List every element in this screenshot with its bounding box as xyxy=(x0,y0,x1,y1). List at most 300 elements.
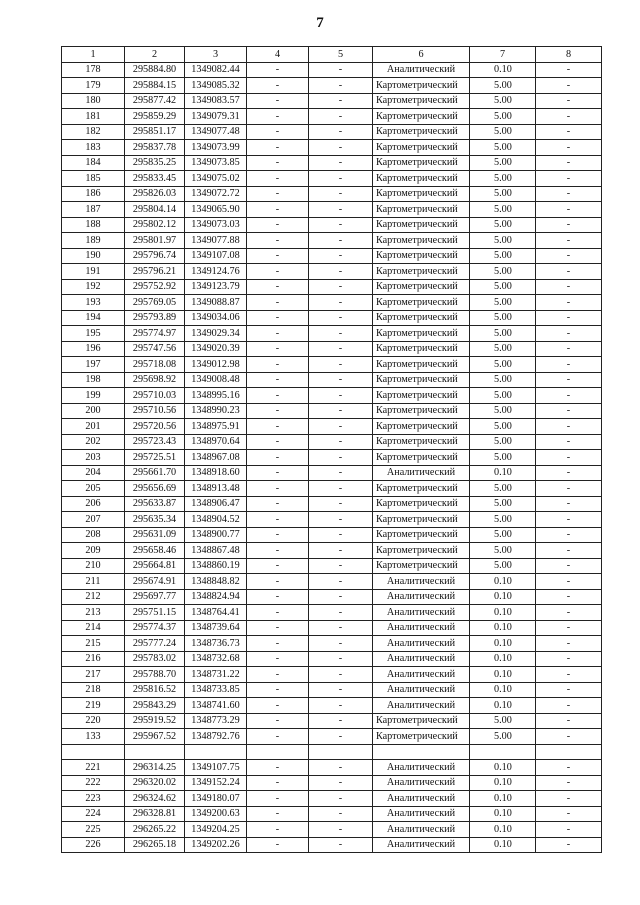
y-coordinate-cell: 1349079.31 xyxy=(185,109,247,125)
y-coordinate-cell: 1349020.39 xyxy=(185,341,247,357)
point-number-cell: 179 xyxy=(62,78,125,94)
accuracy-cell: 5.00 xyxy=(470,326,536,342)
col8-cell: - xyxy=(536,651,602,667)
x-coordinate-cell: 296328.81 xyxy=(125,806,185,822)
point-number-cell: 213 xyxy=(62,605,125,621)
point-number-cell: 199 xyxy=(62,388,125,404)
table-row xyxy=(62,279,602,295)
col8-cell: - xyxy=(536,62,602,78)
x-coordinate-cell: 295710.03 xyxy=(125,388,185,404)
col8-cell: - xyxy=(536,620,602,636)
point-number-cell: 188 xyxy=(62,217,125,233)
column-header: 8 xyxy=(536,47,602,63)
y-coordinate-cell: 1349034.06 xyxy=(185,310,247,326)
accuracy-cell: 5.00 xyxy=(470,527,536,543)
col4-cell: - xyxy=(247,341,309,357)
col8-cell: - xyxy=(536,806,602,822)
col5-cell: - xyxy=(309,357,373,373)
col5-cell: - xyxy=(309,760,373,776)
x-coordinate-cell: 295661.70 xyxy=(125,465,185,481)
page-number: 7 xyxy=(316,15,324,31)
y-coordinate-cell: 1348904.52 xyxy=(185,512,247,528)
col4-cell: - xyxy=(247,450,309,466)
col8-cell: - xyxy=(536,543,602,559)
table-row xyxy=(62,775,602,791)
x-coordinate-cell: 295725.51 xyxy=(125,450,185,466)
x-coordinate-cell: 295777.24 xyxy=(125,636,185,652)
col4-cell: - xyxy=(247,651,309,667)
method-cell: Картометрический xyxy=(373,558,470,574)
x-coordinate-cell: 295774.97 xyxy=(125,326,185,342)
method-cell: Картометрический xyxy=(373,248,470,264)
point-number-cell: 219 xyxy=(62,698,125,714)
y-coordinate-cell xyxy=(185,744,247,760)
y-coordinate-cell: 1349088.87 xyxy=(185,295,247,311)
table-row xyxy=(62,341,602,357)
accuracy-cell: 0.10 xyxy=(470,822,536,838)
x-coordinate-cell: 295631.09 xyxy=(125,527,185,543)
method-cell: Аналитический xyxy=(373,651,470,667)
x-coordinate-cell: 295783.02 xyxy=(125,651,185,667)
accuracy-cell: 0.10 xyxy=(470,837,536,853)
y-coordinate-cell: 1349124.76 xyxy=(185,264,247,280)
method-cell: Аналитический xyxy=(373,791,470,807)
point-number-cell: 198 xyxy=(62,372,125,388)
point-number-cell: 210 xyxy=(62,558,125,574)
table-row xyxy=(62,543,602,559)
col5-cell: - xyxy=(309,233,373,249)
point-number-cell: 200 xyxy=(62,403,125,419)
y-coordinate-cell: 1349077.48 xyxy=(185,124,247,140)
accuracy-cell: 0.10 xyxy=(470,698,536,714)
method-cell: Аналитический xyxy=(373,605,470,621)
accuracy-cell: 5.00 xyxy=(470,713,536,729)
point-number-cell: 221 xyxy=(62,760,125,776)
accuracy-cell: 5.00 xyxy=(470,310,536,326)
table-row xyxy=(62,450,602,466)
point-number-cell: 190 xyxy=(62,248,125,264)
x-coordinate-cell: 296265.22 xyxy=(125,822,185,838)
y-coordinate-cell: 1348792.76 xyxy=(185,729,247,745)
col8-cell: - xyxy=(536,109,602,125)
col8-cell: - xyxy=(536,186,602,202)
x-coordinate-cell: 295843.29 xyxy=(125,698,185,714)
col5-cell: - xyxy=(309,109,373,125)
y-coordinate-cell: 1348731.22 xyxy=(185,667,247,683)
method-cell: Аналитический xyxy=(373,760,470,776)
point-number-cell: 217 xyxy=(62,667,125,683)
table-row xyxy=(62,713,602,729)
accuracy-cell: 0.10 xyxy=(470,465,536,481)
table-row xyxy=(62,93,602,109)
col5-cell: - xyxy=(309,527,373,543)
col5-cell: - xyxy=(309,124,373,140)
col8-cell: - xyxy=(536,419,602,435)
col8-cell: - xyxy=(536,605,602,621)
column-header: 3 xyxy=(185,47,247,63)
method-cell: Картометрический xyxy=(373,124,470,140)
x-coordinate-cell: 295859.29 xyxy=(125,109,185,125)
table-row xyxy=(62,729,602,745)
col5-cell: - xyxy=(309,388,373,404)
table-row xyxy=(62,202,602,218)
y-coordinate-cell: 1349180.07 xyxy=(185,791,247,807)
col8-cell: - xyxy=(536,248,602,264)
x-coordinate-cell: 295804.14 xyxy=(125,202,185,218)
y-coordinate-cell: 1348773.29 xyxy=(185,713,247,729)
col5-cell: - xyxy=(309,481,373,497)
col5-cell: - xyxy=(309,806,373,822)
accuracy-cell: 5.00 xyxy=(470,248,536,264)
method-cell: Аналитический xyxy=(373,465,470,481)
method-cell: Картометрический xyxy=(373,186,470,202)
col4-cell: - xyxy=(247,465,309,481)
col4-cell: - xyxy=(247,140,309,156)
point-number-cell: 211 xyxy=(62,574,125,590)
col5-cell: - xyxy=(309,589,373,605)
col8-cell: - xyxy=(536,481,602,497)
method-cell: Картометрический xyxy=(373,93,470,109)
y-coordinate-cell: 1348918.60 xyxy=(185,465,247,481)
method-cell: Аналитический xyxy=(373,667,470,683)
point-number-cell: 185 xyxy=(62,171,125,187)
col5-cell: - xyxy=(309,248,373,264)
col4-cell: - xyxy=(247,403,309,419)
x-coordinate-cell: 295833.45 xyxy=(125,171,185,187)
method-cell: Картометрический xyxy=(373,155,470,171)
col5-cell: - xyxy=(309,372,373,388)
col4-cell: - xyxy=(247,310,309,326)
col8-cell: - xyxy=(536,78,602,94)
col4-cell: - xyxy=(247,760,309,776)
accuracy-cell: 5.00 xyxy=(470,729,536,745)
col5-cell: - xyxy=(309,822,373,838)
col4-cell: - xyxy=(247,791,309,807)
y-coordinate-cell: 1349202.26 xyxy=(185,837,247,853)
col4-cell: - xyxy=(247,775,309,791)
accuracy-cell: 5.00 xyxy=(470,341,536,357)
x-coordinate-cell: 295752.92 xyxy=(125,279,185,295)
point-number-cell: 218 xyxy=(62,682,125,698)
accuracy-cell: 0.10 xyxy=(470,760,536,776)
accuracy-cell: 0.10 xyxy=(470,636,536,652)
x-coordinate-cell: 295635.34 xyxy=(125,512,185,528)
x-coordinate-cell xyxy=(125,744,185,760)
col4-cell: - xyxy=(247,78,309,94)
accuracy-cell: 0.10 xyxy=(470,682,536,698)
col5-cell: - xyxy=(309,186,373,202)
y-coordinate-cell: 1349204.25 xyxy=(185,822,247,838)
col8-cell: - xyxy=(536,791,602,807)
col5-cell: - xyxy=(309,729,373,745)
col5-cell: - xyxy=(309,403,373,419)
col8-cell: - xyxy=(536,698,602,714)
table-row xyxy=(62,124,602,140)
point-number-cell: 192 xyxy=(62,279,125,295)
method-cell: Картометрический xyxy=(373,713,470,729)
col8-cell xyxy=(536,744,602,760)
table-row xyxy=(62,574,602,590)
y-coordinate-cell: 1348860.19 xyxy=(185,558,247,574)
y-coordinate-cell: 1349200.63 xyxy=(185,806,247,822)
point-number-cell: 207 xyxy=(62,512,125,528)
col5-cell: - xyxy=(309,558,373,574)
point-number-cell: 193 xyxy=(62,295,125,311)
col8-cell: - xyxy=(536,372,602,388)
table-row xyxy=(62,434,602,450)
table-row xyxy=(62,527,602,543)
col4-cell: - xyxy=(247,574,309,590)
x-coordinate-cell: 295919.52 xyxy=(125,713,185,729)
col5-cell xyxy=(309,744,373,760)
col4-cell: - xyxy=(247,295,309,311)
accuracy-cell: 5.00 xyxy=(470,233,536,249)
x-coordinate-cell: 295788.70 xyxy=(125,667,185,683)
table-row xyxy=(62,310,602,326)
col5-cell: - xyxy=(309,295,373,311)
x-coordinate-cell: 295710.56 xyxy=(125,403,185,419)
y-coordinate-cell: 1349012.98 xyxy=(185,357,247,373)
col8-cell: - xyxy=(536,434,602,450)
accuracy-cell: 5.00 xyxy=(470,140,536,156)
col5-cell: - xyxy=(309,574,373,590)
x-coordinate-cell: 296314.25 xyxy=(125,760,185,776)
method-cell: Аналитический xyxy=(373,620,470,636)
accuracy-cell: 0.10 xyxy=(470,806,536,822)
accuracy-cell: 5.00 xyxy=(470,512,536,528)
col8-cell: - xyxy=(536,496,602,512)
x-coordinate-cell: 295796.21 xyxy=(125,264,185,280)
col4-cell: - xyxy=(247,698,309,714)
col5-cell: - xyxy=(309,512,373,528)
col4-cell: - xyxy=(247,171,309,187)
column-header: 2 xyxy=(125,47,185,63)
y-coordinate-cell: 1349073.03 xyxy=(185,217,247,233)
point-number-cell: 205 xyxy=(62,481,125,497)
accuracy-cell xyxy=(470,744,536,760)
point-number-cell: 225 xyxy=(62,822,125,838)
x-coordinate-cell: 295816.52 xyxy=(125,682,185,698)
col5-cell: - xyxy=(309,713,373,729)
y-coordinate-cell: 1348732.68 xyxy=(185,651,247,667)
y-coordinate-cell: 1348995.16 xyxy=(185,388,247,404)
table-row xyxy=(62,682,602,698)
col8-cell: - xyxy=(536,682,602,698)
point-number-cell: 180 xyxy=(62,93,125,109)
accuracy-cell: 5.00 xyxy=(470,93,536,109)
point-number-cell: 189 xyxy=(62,233,125,249)
y-coordinate-cell: 1349152.24 xyxy=(185,775,247,791)
col5-cell: - xyxy=(309,419,373,435)
col4-cell: - xyxy=(247,93,309,109)
col8-cell: - xyxy=(536,527,602,543)
method-cell: Картометрический xyxy=(373,512,470,528)
col8-cell: - xyxy=(536,822,602,838)
col8-cell: - xyxy=(536,388,602,404)
accuracy-cell: 5.00 xyxy=(470,372,536,388)
accuracy-cell: 5.00 xyxy=(470,357,536,373)
table-row xyxy=(62,698,602,714)
accuracy-cell: 5.00 xyxy=(470,558,536,574)
y-coordinate-cell: 1349085.32 xyxy=(185,78,247,94)
y-coordinate-cell: 1349083.57 xyxy=(185,93,247,109)
y-coordinate-cell: 1349065.90 xyxy=(185,202,247,218)
col4-cell: - xyxy=(247,558,309,574)
col4-cell: - xyxy=(247,264,309,280)
table-row xyxy=(62,791,602,807)
col5-cell: - xyxy=(309,326,373,342)
accuracy-cell: 5.00 xyxy=(470,78,536,94)
accuracy-cell: 5.00 xyxy=(470,171,536,187)
col4-cell xyxy=(247,744,309,760)
point-number-cell xyxy=(62,744,125,760)
method-cell: Картометрический xyxy=(373,233,470,249)
col5-cell: - xyxy=(309,605,373,621)
x-coordinate-cell: 296265.18 xyxy=(125,837,185,853)
col5-cell: - xyxy=(309,667,373,683)
table-row xyxy=(62,109,602,125)
y-coordinate-cell: 1349073.85 xyxy=(185,155,247,171)
x-coordinate-cell: 295723.43 xyxy=(125,434,185,450)
col8-cell: - xyxy=(536,264,602,280)
table-row xyxy=(62,806,602,822)
col4-cell: - xyxy=(247,248,309,264)
accuracy-cell: 5.00 xyxy=(470,403,536,419)
point-number-cell: 195 xyxy=(62,326,125,342)
point-number-cell: 183 xyxy=(62,140,125,156)
y-coordinate-cell: 1348906.47 xyxy=(185,496,247,512)
y-coordinate-cell: 1348900.77 xyxy=(185,527,247,543)
col8-cell: - xyxy=(536,667,602,683)
col8-cell: - xyxy=(536,140,602,156)
method-cell: Картометрический xyxy=(373,450,470,466)
table-row xyxy=(62,481,602,497)
col8-cell: - xyxy=(536,589,602,605)
table-row xyxy=(62,217,602,233)
point-number-cell: 181 xyxy=(62,109,125,125)
col8-cell: - xyxy=(536,558,602,574)
col4-cell: - xyxy=(247,682,309,698)
x-coordinate-cell: 295884.80 xyxy=(125,62,185,78)
col5-cell: - xyxy=(309,140,373,156)
col4-cell: - xyxy=(247,62,309,78)
method-cell: Картометрический xyxy=(373,543,470,559)
method-cell: Картометрический xyxy=(373,310,470,326)
accuracy-cell: 5.00 xyxy=(470,186,536,202)
header-row xyxy=(62,47,602,63)
column-header: 7 xyxy=(470,47,536,63)
col8-cell: - xyxy=(536,233,602,249)
method-cell: Картометрический xyxy=(373,372,470,388)
col5-cell: - xyxy=(309,775,373,791)
col4-cell: - xyxy=(247,217,309,233)
x-coordinate-cell: 295658.46 xyxy=(125,543,185,559)
col4-cell: - xyxy=(247,124,309,140)
table-row xyxy=(62,326,602,342)
col8-cell: - xyxy=(536,155,602,171)
point-number-cell: 220 xyxy=(62,713,125,729)
x-coordinate-cell: 296324.62 xyxy=(125,791,185,807)
point-number-cell: 182 xyxy=(62,124,125,140)
table-row xyxy=(62,372,602,388)
table-row xyxy=(62,403,602,419)
method-cell: Картометрический xyxy=(373,434,470,450)
point-number-cell: 216 xyxy=(62,651,125,667)
col5-cell: - xyxy=(309,651,373,667)
col5-cell: - xyxy=(309,217,373,233)
col5-cell: - xyxy=(309,450,373,466)
accuracy-cell: 5.00 xyxy=(470,419,536,435)
method-cell: Картометрический xyxy=(373,481,470,497)
table-row xyxy=(62,78,602,94)
point-number-cell: 196 xyxy=(62,341,125,357)
method-cell: Картометрический xyxy=(373,527,470,543)
y-coordinate-cell: 1349008.48 xyxy=(185,372,247,388)
point-number-cell: 178 xyxy=(62,62,125,78)
x-coordinate-cell: 295698.92 xyxy=(125,372,185,388)
col5-cell: - xyxy=(309,202,373,218)
method-cell: Аналитический xyxy=(373,636,470,652)
point-number-cell: 191 xyxy=(62,264,125,280)
accuracy-cell: 0.10 xyxy=(470,605,536,621)
table-row xyxy=(62,620,602,636)
accuracy-cell: 5.00 xyxy=(470,124,536,140)
y-coordinate-cell: 1348824.94 xyxy=(185,589,247,605)
col5-cell: - xyxy=(309,279,373,295)
table-row xyxy=(62,295,602,311)
y-coordinate-cell: 1348741.60 xyxy=(185,698,247,714)
col8-cell: - xyxy=(536,171,602,187)
column-header: 5 xyxy=(309,47,373,63)
y-coordinate-cell: 1348967.08 xyxy=(185,450,247,466)
col5-cell: - xyxy=(309,171,373,187)
column-header: 1 xyxy=(62,47,125,63)
col8-cell: - xyxy=(536,574,602,590)
accuracy-cell: 5.00 xyxy=(470,295,536,311)
method-cell: Картометрический xyxy=(373,171,470,187)
accuracy-cell: 5.00 xyxy=(470,434,536,450)
y-coordinate-cell: 1348848.82 xyxy=(185,574,247,590)
col5-cell: - xyxy=(309,496,373,512)
col5-cell: - xyxy=(309,310,373,326)
col4-cell: - xyxy=(247,496,309,512)
col4-cell: - xyxy=(247,202,309,218)
y-coordinate-cell: 1349072.72 xyxy=(185,186,247,202)
col4-cell: - xyxy=(247,481,309,497)
point-number-cell: 214 xyxy=(62,620,125,636)
col4-cell: - xyxy=(247,155,309,171)
y-coordinate-cell: 1349077.88 xyxy=(185,233,247,249)
col4-cell: - xyxy=(247,388,309,404)
x-coordinate-cell: 295835.25 xyxy=(125,155,185,171)
col4-cell: - xyxy=(247,729,309,745)
method-cell: Аналитический xyxy=(373,62,470,78)
col4-cell: - xyxy=(247,636,309,652)
column-header: 6 xyxy=(373,47,470,63)
accuracy-cell: 0.10 xyxy=(470,651,536,667)
col4-cell: - xyxy=(247,357,309,373)
table-row xyxy=(62,822,602,838)
col4-cell: - xyxy=(247,822,309,838)
accuracy-cell: 5.00 xyxy=(470,543,536,559)
col4-cell: - xyxy=(247,279,309,295)
accuracy-cell: 5.00 xyxy=(470,217,536,233)
col4-cell: - xyxy=(247,233,309,249)
method-cell: Картометрический xyxy=(373,341,470,357)
col4-cell: - xyxy=(247,527,309,543)
method-cell: Картометрический xyxy=(373,729,470,745)
x-coordinate-cell: 295720.56 xyxy=(125,419,185,435)
